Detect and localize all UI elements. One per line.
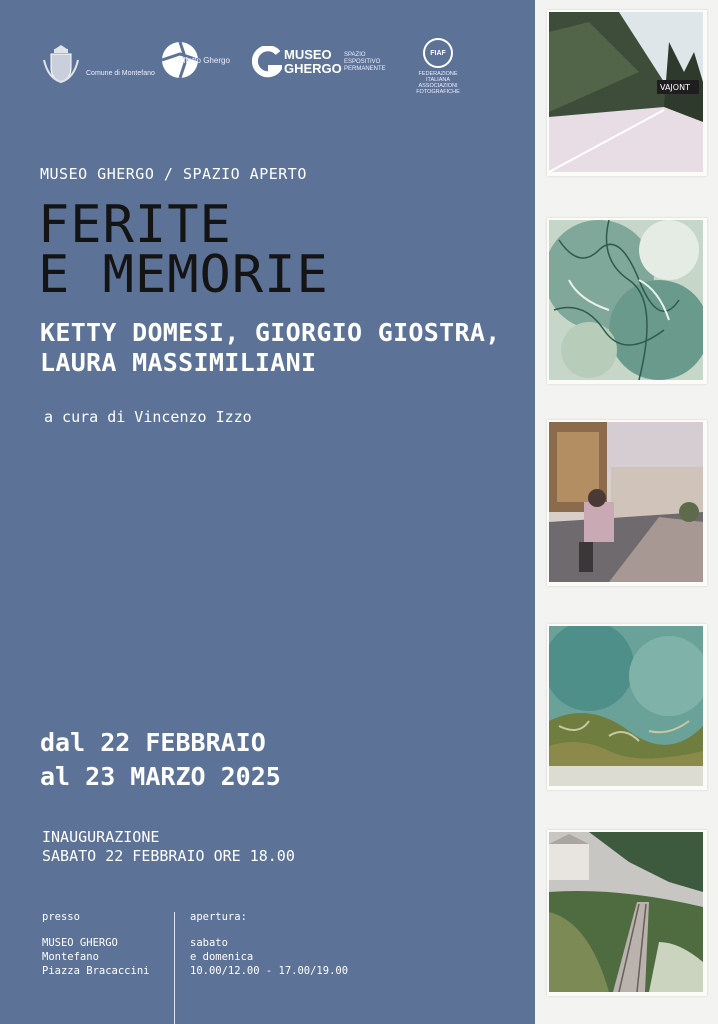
opening-line-2: e domenica — [190, 951, 254, 963]
dates-line-2: al 23 MARZO 2025 — [40, 762, 281, 791]
comune-logo — [40, 42, 155, 86]
opening-line-3: 10.00/12.00 - 17.00/19.00 — [190, 965, 349, 977]
road-sign-text: VAJONT — [660, 83, 690, 92]
effetto-ghergo-logo — [160, 40, 230, 80]
fiaf-badge-text: FIAF — [430, 49, 446, 57]
kicker: MUSEO GHERGO / SPAZIO APERTO — [40, 165, 307, 183]
logo-strip — [40, 40, 480, 95]
museo-sub-label: SPAZIO ESPOSITIVO PERMANENTE — [344, 51, 386, 72]
artists-line-2: LAURA MASSIMILIANI — [40, 348, 317, 377]
curator: a cura di Vincenzo Izzo — [44, 408, 252, 426]
fiaf-badge-icon — [423, 38, 453, 68]
title-line-1: FERITE — [38, 195, 232, 255]
photo-cracked-image — [549, 220, 703, 380]
polaroid-railway — [547, 830, 707, 996]
opening-info — [190, 910, 348, 978]
venue-line-3: Piazza Bracaccini — [42, 965, 150, 977]
opening-heading: apertura: — [190, 911, 247, 923]
polaroid-column — [535, 0, 718, 1024]
museo-ghergo-logo — [252, 46, 388, 78]
title-line-2: E MEMORIE — [38, 245, 329, 305]
coat-of-arms-icon — [40, 42, 82, 86]
artists — [40, 318, 501, 378]
photo-green-image — [549, 626, 703, 786]
dates-line-1: dal 22 FEBBRAIO — [40, 728, 266, 757]
effetto-label: Effetto Ghergo — [178, 56, 230, 65]
artists-line-1: KETTY DOMESI, GIORGIO GIOSTRA, — [40, 318, 501, 347]
venue-info — [42, 910, 149, 978]
polaroid-green-texture — [547, 624, 707, 790]
exhibition-dates — [40, 726, 281, 794]
opening-line-1: sabato — [190, 937, 228, 949]
comune-label: Comune di Montefano — [86, 70, 155, 77]
polaroid-cracked-texture — [547, 218, 707, 384]
inauguration-label: INAUGURAZIONE — [42, 828, 160, 846]
museo-label: MUSEO GHERGO — [284, 47, 342, 76]
inauguration — [42, 828, 295, 866]
venue-heading: presso — [42, 911, 80, 923]
polaroid-road — [547, 10, 707, 176]
inauguration-when: SABATO 22 FEBBRAIO ORE 18.00 — [42, 847, 295, 865]
fiaf-logo — [414, 38, 462, 95]
photo-railway-image — [549, 832, 703, 992]
fiaf-label: FEDERAZIONE ITALIANA ASSOCIAZIONI FOTOGRAFICHE — [416, 71, 460, 95]
info-divider — [174, 912, 175, 1024]
photo-street-image — [549, 422, 703, 582]
venue-line-1: MUSEO GHERGO — [42, 937, 118, 949]
polaroid-street — [547, 420, 707, 586]
exhibition-title — [38, 195, 329, 305]
venue-line-2: Montefano — [42, 951, 99, 963]
photo-road-image — [549, 12, 703, 172]
museo-g-icon — [252, 46, 282, 78]
